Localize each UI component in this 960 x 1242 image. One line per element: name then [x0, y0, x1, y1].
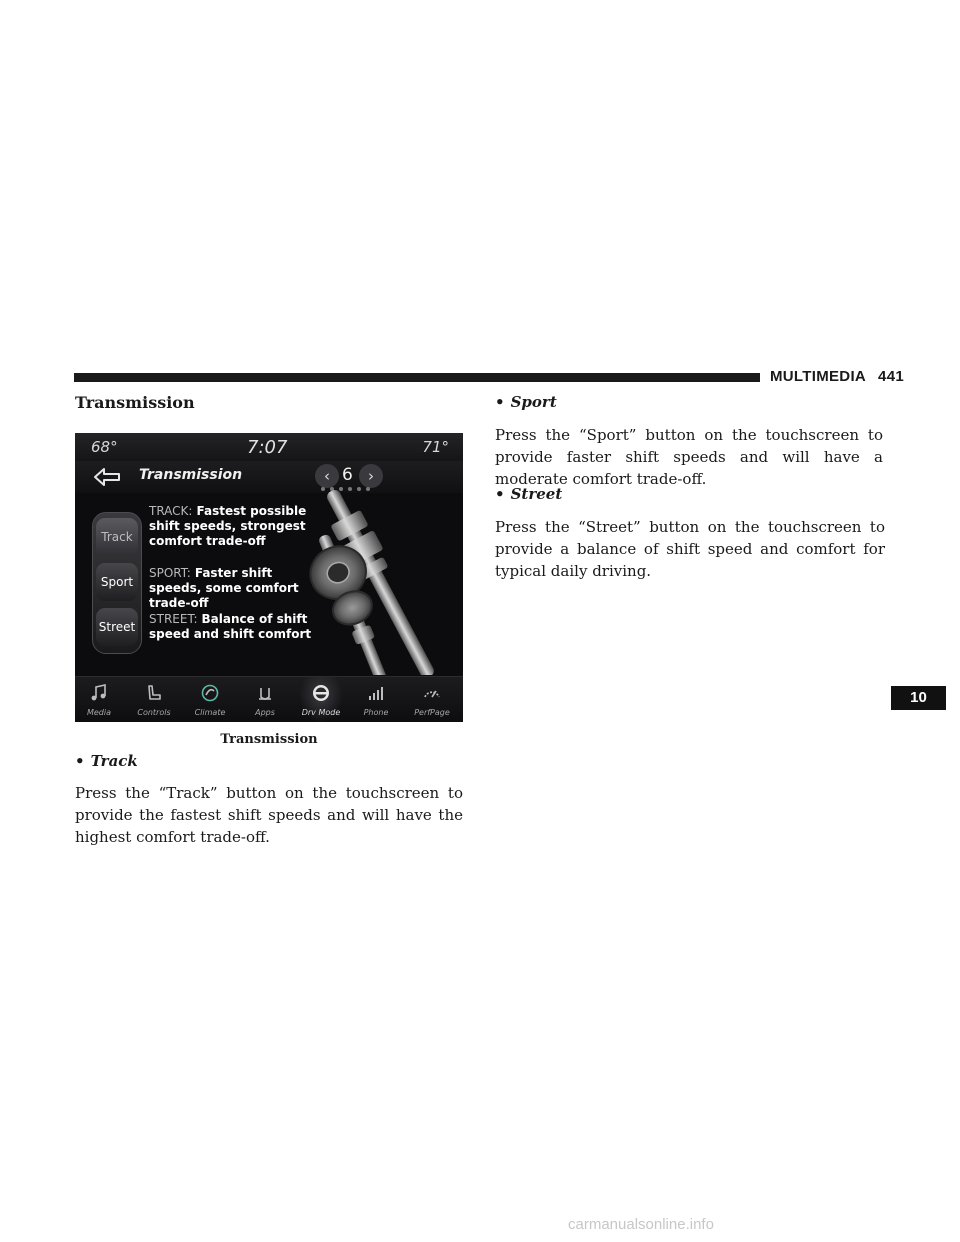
chevron-right-icon: ›: [368, 467, 374, 485]
bottom-nav-bar: [75, 676, 463, 722]
track-text: Fastest possible shift speeds, strongest comfort trade-off: [149, 504, 307, 548]
track-description: [149, 504, 319, 549]
apps-icon: [255, 683, 275, 703]
climate-icon: [200, 683, 220, 703]
street-label: STREET:: [149, 612, 198, 626]
sport-label: SPORT:: [149, 566, 191, 580]
nav-media[interactable]: [77, 677, 121, 722]
running-header: [770, 368, 904, 385]
nav-media-label: Media: [86, 708, 112, 717]
track-label: TRACK:: [149, 504, 193, 518]
bullet-street: [495, 485, 562, 503]
seat-icon: [144, 683, 164, 703]
temp-left: 68°: [91, 438, 118, 456]
header-rule: [74, 373, 760, 382]
touchscreen-screenshot: [75, 433, 463, 722]
bullet-track-label: Track: [90, 752, 138, 770]
sport-description: [149, 566, 319, 611]
page-indicator: 6: [342, 465, 353, 485]
street-text: Balance of shift speed and shift comfort: [149, 612, 312, 641]
nav-phone-label: Phone: [363, 708, 389, 717]
bullet-dot: •: [75, 752, 85, 770]
chapter-tab: 10: [891, 686, 946, 710]
chevron-left-icon: ‹: [324, 467, 330, 485]
gauge-icon: [422, 683, 442, 703]
bullet-sport-label: Sport: [510, 393, 557, 411]
nav-controls-label: Controls: [137, 708, 171, 717]
bullet-track: [75, 752, 138, 770]
temp-right: 71°: [422, 438, 449, 456]
back-arrow-icon[interactable]: [93, 466, 121, 488]
bullet-sport: [495, 393, 557, 411]
status-bar: [75, 433, 463, 461]
paragraph-street: Press the “Street” button on the touchscreen to provide a balance of shift speed and comfort for typical daily driving.: [495, 518, 885, 580]
phone-signal-icon: [366, 683, 386, 703]
clock: 7:07: [247, 437, 288, 458]
prev-page-button[interactable]: [315, 464, 339, 488]
paragraph-track: Press the “Track” button on the touchscreen to provide the fastest shift speeds and will have the highest comfort trade-off.: [75, 784, 463, 846]
nav-drive-mode-label: Drv Mode: [301, 708, 341, 717]
screen-title: Transmission: [139, 467, 243, 483]
gearbox-illustration: [295, 489, 463, 675]
section-heading: Transmission: [75, 393, 195, 412]
music-note-icon: [89, 683, 109, 703]
page-number: 441: [878, 368, 904, 385]
nav-apps-label: Apps: [255, 708, 275, 717]
sport-button[interactable]: Sport: [96, 563, 138, 601]
nav-controls[interactable]: [132, 677, 176, 722]
bullet-dot: •: [495, 393, 505, 411]
bullet-dot: •: [495, 485, 505, 503]
nav-climate-label: Climate: [194, 708, 226, 717]
nav-climate[interactable]: [188, 677, 232, 722]
watermark: carmanualsonline.info: [568, 1216, 714, 1233]
nav-perfpage[interactable]: [410, 677, 454, 722]
street-button[interactable]: Street: [96, 608, 138, 646]
paragraph-sport: Press the “Sport” button on the touchscreen to provide faster shift speeds and will have a moderate comfort trade-off.: [495, 426, 883, 488]
nav-drive-mode[interactable]: [299, 677, 343, 722]
nav-perfpage-label: PerfPage: [414, 708, 450, 717]
street-description: [149, 612, 319, 642]
next-page-button[interactable]: [359, 464, 383, 488]
track-button[interactable]: Track: [96, 518, 138, 556]
mode-selector: [92, 512, 142, 654]
figure-caption: Transmission: [220, 732, 318, 747]
steering-wheel-icon: [311, 683, 331, 703]
nav-phone[interactable]: [354, 677, 398, 722]
sport-text: Faster shift speeds, some comfort trade-off: [149, 566, 299, 610]
bullet-street-label: Street: [510, 485, 563, 503]
nav-apps[interactable]: [243, 677, 287, 722]
header-section: MULTIMEDIA: [770, 368, 867, 385]
